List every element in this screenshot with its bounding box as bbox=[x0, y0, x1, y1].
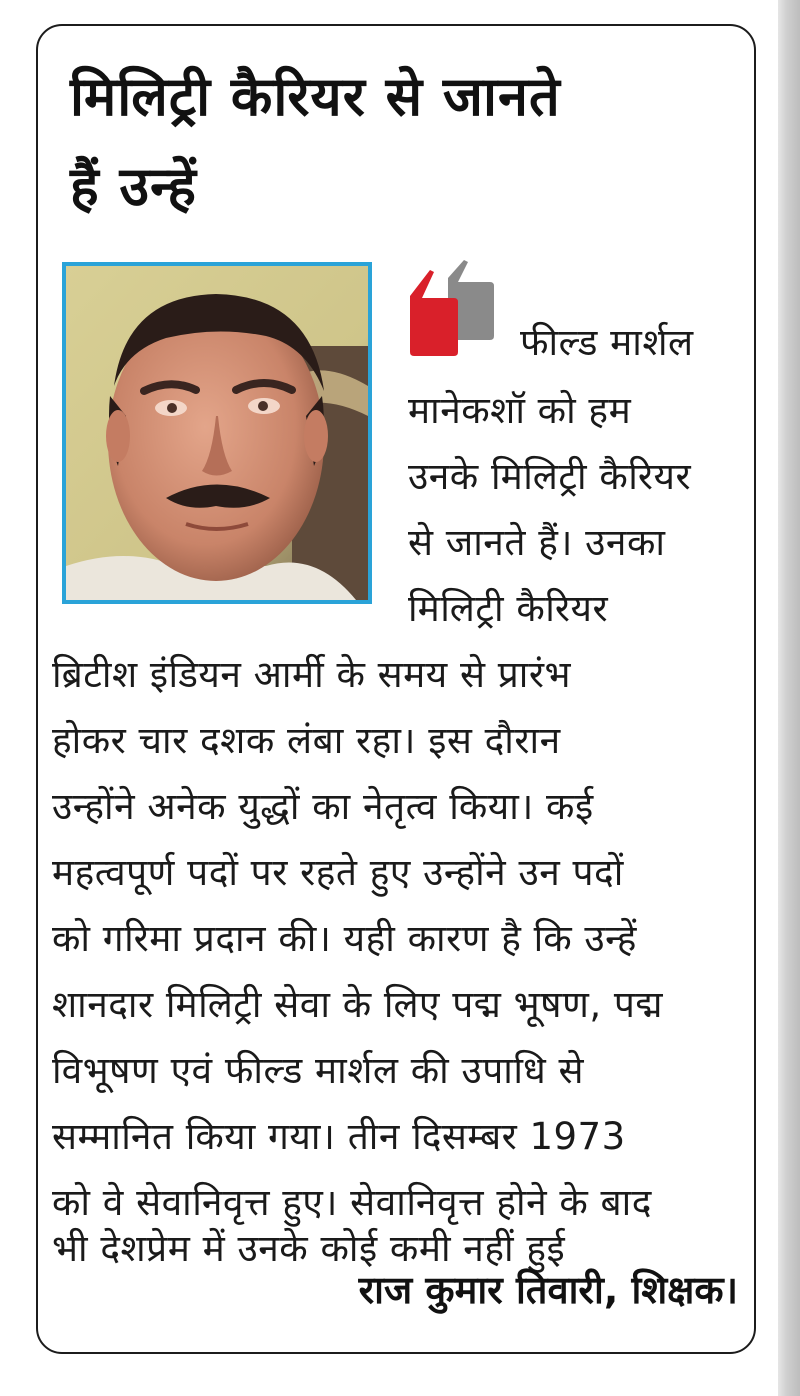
quote-mark-icon bbox=[404, 256, 496, 360]
body-line: विभूषण एवं फील्ड मार्शल की उपाधि से bbox=[52, 1049, 584, 1092]
article-headline bbox=[70, 52, 750, 232]
body-line: से जानते हैं। उनका bbox=[408, 521, 666, 564]
body-line: ब्रिटीश इंडियन आर्मी के समय से प्रारंभ bbox=[52, 653, 572, 696]
body-line: होकर चार दशक लंबा रहा। इस दौरान bbox=[52, 719, 561, 762]
body-line: मानेकशॉ को हम bbox=[408, 389, 632, 432]
author-photo bbox=[62, 262, 372, 604]
body-line: को गरिमा प्रदान की। यही कारण है कि उन्हें bbox=[52, 917, 637, 960]
body-line: उनके मिलिट्री कैरियर bbox=[408, 455, 692, 498]
headline-line-1: मिलिट्री कैरियर से जानते bbox=[70, 65, 561, 128]
body-line: उन्होंने अनेक युद्धों का नेतृत्व किया। कई bbox=[52, 785, 594, 828]
body-line: शानदार मिलिट्री सेवा के लिए पद्म भूषण, पद्म bbox=[52, 983, 663, 1026]
page-edge-strip bbox=[778, 0, 800, 1396]
body-line: को वे सेवानिवृत्त हुए। सेवानिवृत्त होने के बाद bbox=[52, 1181, 652, 1224]
author-signature: राज कुमार तिवारी, शिक्षक। bbox=[358, 1268, 738, 1312]
body-line: सम्मानित किया गया। तीन दिसम्बर 1973 bbox=[52, 1115, 626, 1158]
body-line: फील्ड मार्शल bbox=[520, 321, 694, 364]
headline-line-2: हैं उन्हें bbox=[70, 155, 197, 218]
body-line: भी देशप्रेम में उनके कोई कमी नहीं हुई bbox=[52, 1227, 566, 1270]
body-line: महत्वपूर्ण पदों पर रहते हुए उन्होंने उन पदों bbox=[52, 851, 624, 894]
body-line: मिलिट्री कैरियर bbox=[408, 587, 609, 630]
portrait-photo bbox=[66, 266, 368, 600]
